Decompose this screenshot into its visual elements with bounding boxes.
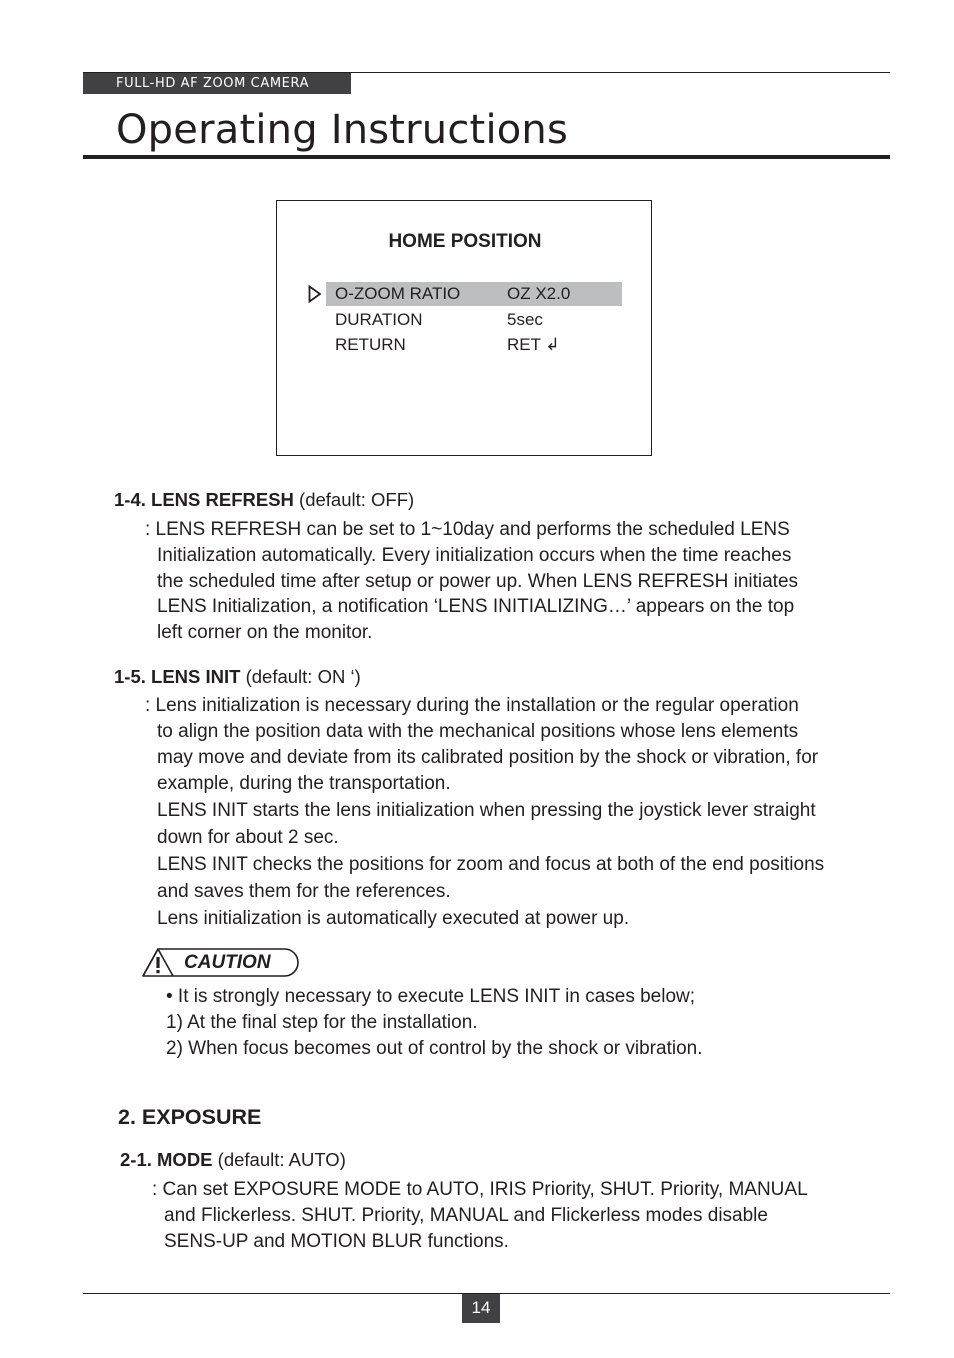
lens-init-line: Lens initialization is automatically executed at power up. — [157, 908, 630, 929]
lens-init-default: (default: ON ‘) — [245, 666, 361, 687]
mode-line: and Flickerless. SHUT. Priority, MANUAL and Flickerless modes disable — [164, 1205, 768, 1226]
menu-value-o-zoom-ratio: OZ X2.0 — [507, 284, 571, 303]
lens-init-line: may move and deviate from its calibrated position by the shock or vibration, for — [157, 747, 819, 768]
lens-refresh-line: the scheduled time after setup or power up. When LENS REFRESH initiates — [157, 571, 799, 592]
caution-line: 2) When focus becomes out of control by the shock or vibration. — [166, 1038, 703, 1059]
page-number: 14 — [462, 1294, 500, 1323]
caution-line: 1) At the final step for the installation. — [166, 1012, 478, 1033]
lens-refresh-default: (default: OFF) — [299, 489, 415, 510]
lens-init-line: and saves them for the references. — [157, 881, 451, 902]
page-title: Operating Instructions — [116, 107, 569, 153]
mode-heading — [120, 1148, 346, 1172]
lens-refresh-line: Initialization automatically. Every initialization occurs when the time reaches — [157, 545, 792, 566]
title-rule — [83, 155, 890, 159]
menu-label-return: RETURN — [335, 335, 406, 354]
lens-refresh-title: 1-4. LENS REFRESH — [114, 489, 294, 510]
lens-refresh-heading — [114, 488, 414, 512]
mode-line: SENS-UP and MOTION BLUR functions. — [164, 1231, 509, 1252]
lens-init-line: down for about 2 sec. — [157, 827, 339, 848]
caution-label: CAUTION — [184, 952, 271, 973]
mode-title: 2-1. MODE — [120, 1149, 213, 1170]
lens-refresh-line: left corner on the monitor. — [157, 622, 373, 643]
menu-label-duration: DURATION — [335, 310, 423, 329]
mode-line: : Can set EXPOSURE MODE to AUTO, IRIS Priority, SHUT. Priority, MANUAL — [152, 1179, 808, 1200]
lens-init-title: 1-5. LENS INIT — [114, 666, 241, 687]
mode-default: (default: AUTO) — [217, 1149, 346, 1170]
caution-line: • It is strongly necessary to execute LENS INIT in cases below; — [166, 986, 696, 1007]
menu-value-return: RET ↲ — [507, 335, 560, 354]
menu-title: HOME POSITION — [388, 231, 542, 252]
lens-refresh-line: : LENS REFRESH can be set to 1~10day and performs the scheduled LENS — [145, 519, 790, 540]
lens-init-line: LENS INIT checks the positions for zoom and focus at both of the end positions — [157, 854, 825, 875]
lens-init-line: to align the position data with the mechanical positions whose lens elements — [157, 721, 799, 742]
lens-refresh-line: LENS Initialization, a notification ‘LENS INITIALIZING…’ appears on the top — [157, 596, 795, 617]
cursor-arrow-icon — [308, 285, 322, 303]
lens-init-line: example, during the transportation. — [157, 773, 451, 794]
menu-label-o-zoom-ratio: O-ZOOM RATIO — [335, 284, 461, 303]
exposure-heading: 2. EXPOSURE — [118, 1105, 262, 1129]
lens-init-heading — [114, 665, 361, 689]
lens-init-line: : Lens initialization is necessary during the installation or the regular operation — [145, 695, 799, 716]
product-tab: FULL-HD AF ZOOM CAMERA — [83, 73, 351, 94]
menu-value-duration: 5sec — [507, 310, 543, 329]
lens-init-line: LENS INIT starts the lens initialization when pressing the joystick lever straight — [157, 800, 816, 821]
home-position-menu — [276, 200, 652, 456]
